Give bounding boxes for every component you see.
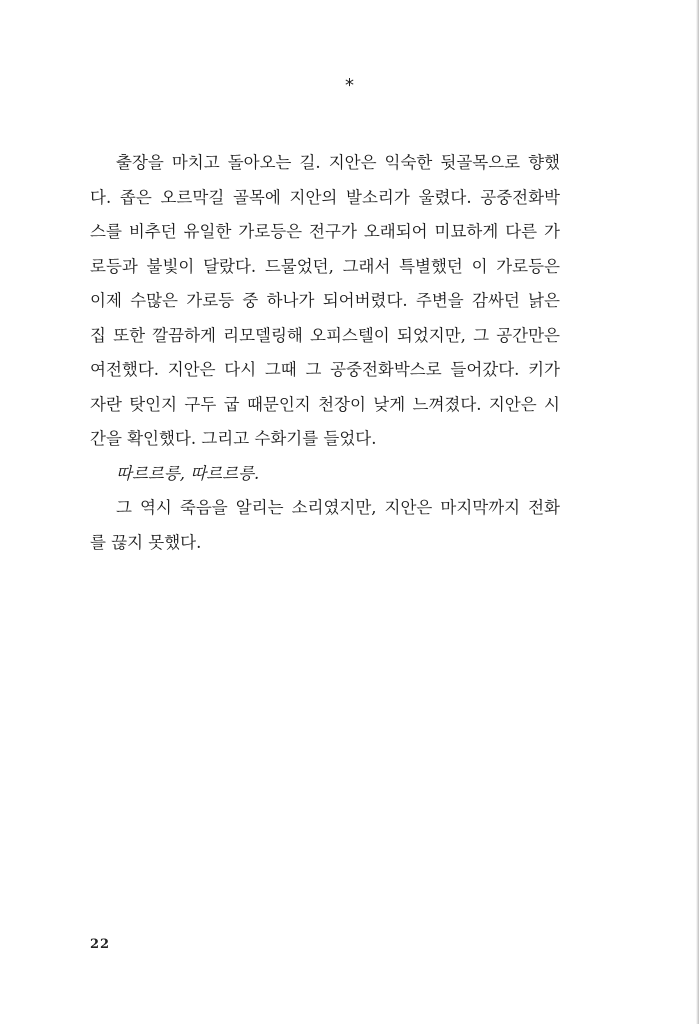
body-text [90, 146, 560, 560]
paragraph-3-line-1: 그 역시 죽음을 알리는 소리였지만, 지안은 마지막까지 전화 [116, 498, 560, 517]
paragraph-1-line-8: 자란 탓인지 구두 굽 때문인지 천장이 낮게 느껴졌다. 지안은 시 [90, 394, 560, 414]
paragraph-1-line-7: 여전했다. 지안은 다시 그때 그 공중전화박스로 들어갔다. 키가 [90, 360, 560, 379]
page-number: 22 [90, 937, 111, 952]
section-break-asterisk: * [345, 75, 354, 96]
paragraph-1-line-5: 이제 수많은 가로등 중 하나가 되어버렸다. 주변을 감싸던 낡은 [90, 291, 560, 310]
paragraph-3-line-2: 를 끊지 못했다. [90, 532, 202, 552]
paragraph-1-line-2: 다. 좁은 오르막길 골목에 지안의 발소리가 울렸다. 공중전화박 [90, 187, 560, 207]
paragraph-2-line-1: 따르르릉, 따르르릉. [116, 463, 260, 483]
paragraph-1-line-3: 스를 비추던 유일한 가로등은 전구가 오래되어 미묘하게 다른 가 [90, 222, 560, 241]
paragraph-1-line-9: 간을 확인했다. 그리고 수화기를 들었다. [90, 429, 377, 448]
paragraph-1-line-4: 로등과 불빛이 달랐다. 드물었던, 그래서 특별했던 이 가로등은 [90, 256, 560, 276]
paragraph-1-line-6: 집 또한 깔끔하게 리모델링해 오피스텔이 되었지만, 그 공간만은 [90, 325, 560, 345]
paragraph-1-line-1: 출장을 마치고 돌아오는 길. 지안은 익숙한 뒷골목으로 향했 [116, 153, 560, 172]
